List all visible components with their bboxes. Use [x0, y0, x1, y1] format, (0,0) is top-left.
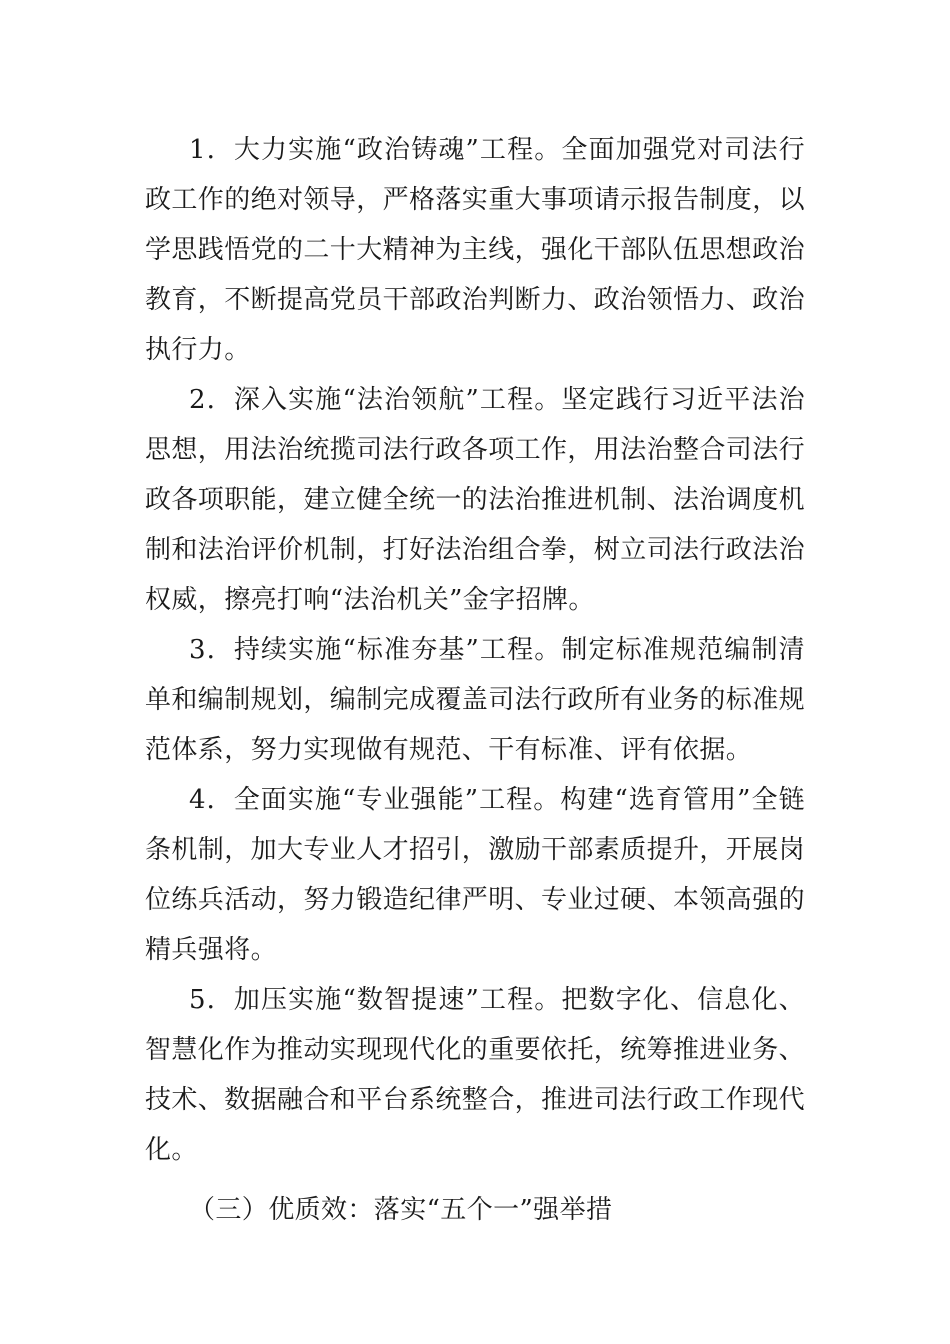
- paragraph-2: 2．深入实施“法治领航”工程。坚定践行习近平法治思想，用法治统揽司法行政各项工作，用法治整合司法行政各项职能，建立健全统一的法治推进机制、法治调度机制和法治评价机制，打好法治组合拳，树立司法行政法治权威，擦亮打响“法治机关”金字招牌。: [145, 385, 806, 615]
- document-body: [145, 125, 805, 1235]
- paragraph-1: 1．大力实施“政治铸魂”工程。全面加强党对司法行政工作的绝对领导，严格落实重大事项请示报告制度，以学思践悟党的二十大精神为主线，强化干部队伍思想政治教育，不断提高党员干部政治判断力、政治领悟力、政治执行力。: [145, 135, 806, 365]
- section-heading: （三）优质效：落实“五个一”强举措: [189, 1195, 613, 1225]
- paragraph-5: 5．加压实施“数智提速”工程。把数字化、信息化、智慧化作为推动实现现代化的重要依托，统筹推进业务、技术、数据融合和平台系统整合，推进司法行政工作现代化。: [145, 985, 806, 1165]
- paragraph-4: 4．全面实施“专业强能”工程。构建“选育管用”全链条机制，加大专业人才招引，激励干部素质提升，开展岗位练兵活动，努力锻造纪律严明、专业过硬、本领高强的精兵强将。: [145, 785, 806, 965]
- paragraph-3: 3．持续实施“标准夯基”工程。制定标准规范编制清单和编制规划，编制完成覆盖司法行政所有业务的标准规范体系，努力实现做有规范、干有标准、评有依据。: [145, 635, 806, 765]
